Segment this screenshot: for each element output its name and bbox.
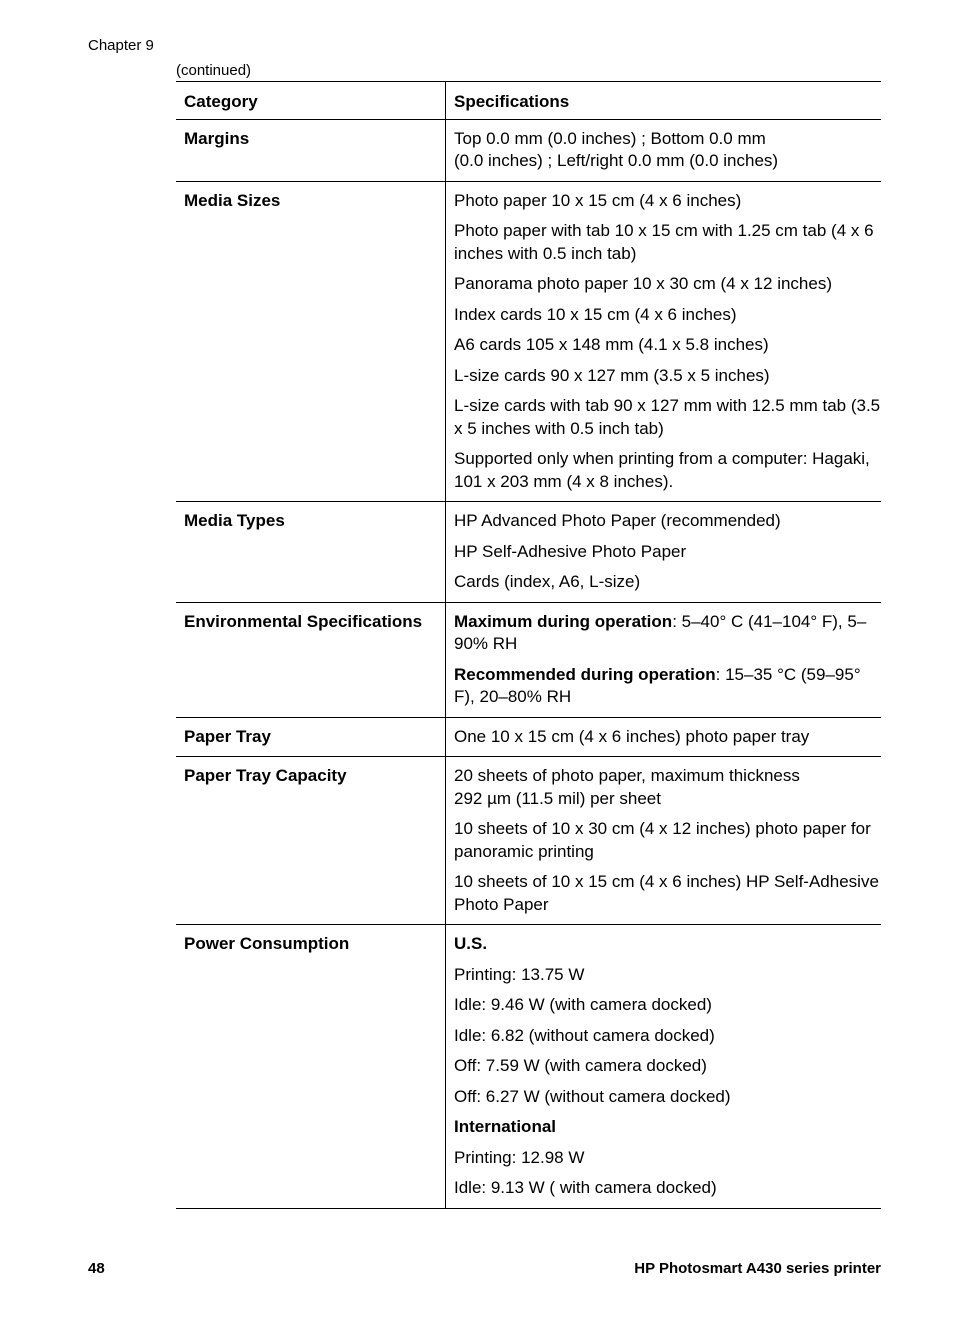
table-row-power-consumption bbox=[176, 925, 881, 1209]
table-row-environmental bbox=[176, 602, 881, 717]
spec-line bbox=[454, 664, 881, 709]
continued-label: (continued) bbox=[176, 62, 252, 79]
spec-line: A6 cards 105 x 148 mm (4.1 x 5.8 inches) bbox=[454, 335, 769, 354]
spec-line: Off: 6.27 W (without camera docked) bbox=[454, 1086, 731, 1106]
category-cell: Media Types bbox=[176, 502, 446, 603]
footer-title: HP Photosmart A430 series printer bbox=[634, 1260, 881, 1277]
spec-line bbox=[454, 611, 881, 656]
spec-line: L-size cards with tab 90 x 127 mm with 12.5 mm tab (3.5 x 5 inches with 0.5 inch tab) bbox=[454, 396, 881, 438]
spec-cell bbox=[446, 757, 882, 925]
spec-line: Idle: 9.46 W (with camera docked) bbox=[454, 995, 712, 1014]
spec-line: HP Self-Adhesive Photo Paper bbox=[454, 541, 687, 561]
spec-line: L-size cards 90 x 127 mm (3.5 x 5 inches) bbox=[454, 365, 770, 385]
table-row-paper-tray-capacity bbox=[176, 757, 881, 925]
spec-line: Photo paper 10 x 15 cm (4 x 6 inches) bbox=[454, 190, 742, 210]
header-category: Category bbox=[176, 82, 446, 120]
spec-line: Idle: 6.82 (without camera docked) bbox=[454, 1025, 715, 1045]
spec-line: Photo paper with tab 10 x 15 cm with 1.25 cm tab (4 x 6 inches with 0.5 inch tab) bbox=[454, 221, 874, 263]
spec-line: Printing: 12.98 W bbox=[454, 1147, 585, 1167]
table-header-row bbox=[176, 82, 881, 120]
spec-line: 20 sheets of photo paper, maximum thickness 292 µm (11.5 mil) per sheet bbox=[454, 766, 800, 808]
category-cell: Environmental Specifications bbox=[176, 602, 446, 717]
category-cell: Paper Tray Capacity bbox=[176, 757, 446, 925]
table-row-margins bbox=[176, 119, 881, 181]
specifications-table bbox=[176, 81, 881, 1209]
spec-line: HP Advanced Photo Paper (recommended) bbox=[454, 511, 781, 530]
chapter-label: Chapter 9 bbox=[88, 37, 154, 54]
spec-cell bbox=[446, 925, 882, 1209]
spec-line: Supported only when printing from a computer: Hagaki, 101 x 203 mm (4 x 8 inches). bbox=[454, 449, 870, 491]
international-heading: International bbox=[454, 1117, 557, 1136]
spec-line: Panorama photo paper 10 x 30 cm (4 x 12 inches) bbox=[454, 274, 832, 293]
page-number: 48 bbox=[88, 1260, 105, 1277]
spec-cell bbox=[446, 602, 882, 717]
spec-line: Idle: 9.13 W ( with camera docked) bbox=[454, 1178, 717, 1197]
spec-line: One 10 x 15 cm (4 x 6 inches) photo paper tray bbox=[454, 726, 810, 746]
us-heading: U.S. bbox=[454, 934, 488, 953]
spec-line-label: Maximum during operation bbox=[454, 611, 673, 631]
spec-cell bbox=[446, 181, 882, 502]
spec-line: Top 0.0 mm (0.0 inches) ; Bottom 0.0 mm (0.0 inches) ; Left/right 0.0 mm (0.0 inches) bbox=[454, 128, 779, 170]
spec-line: Cards (index, A6, L-size) bbox=[454, 572, 641, 591]
category-cell: Power Consumption bbox=[176, 925, 446, 1209]
spec-line-value: : 15–35 °C (59–95° F), 20–80% RH bbox=[454, 664, 861, 706]
header-specifications: Specifications bbox=[446, 82, 882, 120]
spec-cell bbox=[446, 119, 882, 181]
table-row-media-sizes bbox=[176, 181, 881, 502]
category-cell: Margins bbox=[176, 119, 446, 181]
spec-cell bbox=[446, 717, 882, 757]
spec-line: 10 sheets of 10 x 15 cm (4 x 6 inches) HP Self-Adhesive Photo Paper bbox=[454, 872, 879, 914]
category-cell: Media Sizes bbox=[176, 181, 446, 502]
category-cell: Paper Tray bbox=[176, 717, 446, 757]
spec-line: Off: 7.59 W (with camera docked) bbox=[454, 1056, 707, 1075]
table-row-media-types bbox=[176, 502, 881, 603]
spec-line-value: : 5–40° C (41–104° F), 5–90% RH bbox=[454, 611, 867, 653]
spec-line: Index cards 10 x 15 cm (4 x 6 inches) bbox=[454, 304, 737, 324]
table-row-paper-tray bbox=[176, 717, 881, 757]
spec-cell bbox=[446, 502, 882, 603]
spec-line-label: Recommended during operation bbox=[454, 664, 716, 684]
spec-line: Printing: 13.75 W bbox=[454, 964, 585, 984]
spec-line: 10 sheets of 10 x 30 cm (4 x 12 inches) photo paper for panoramic printing bbox=[454, 819, 871, 861]
